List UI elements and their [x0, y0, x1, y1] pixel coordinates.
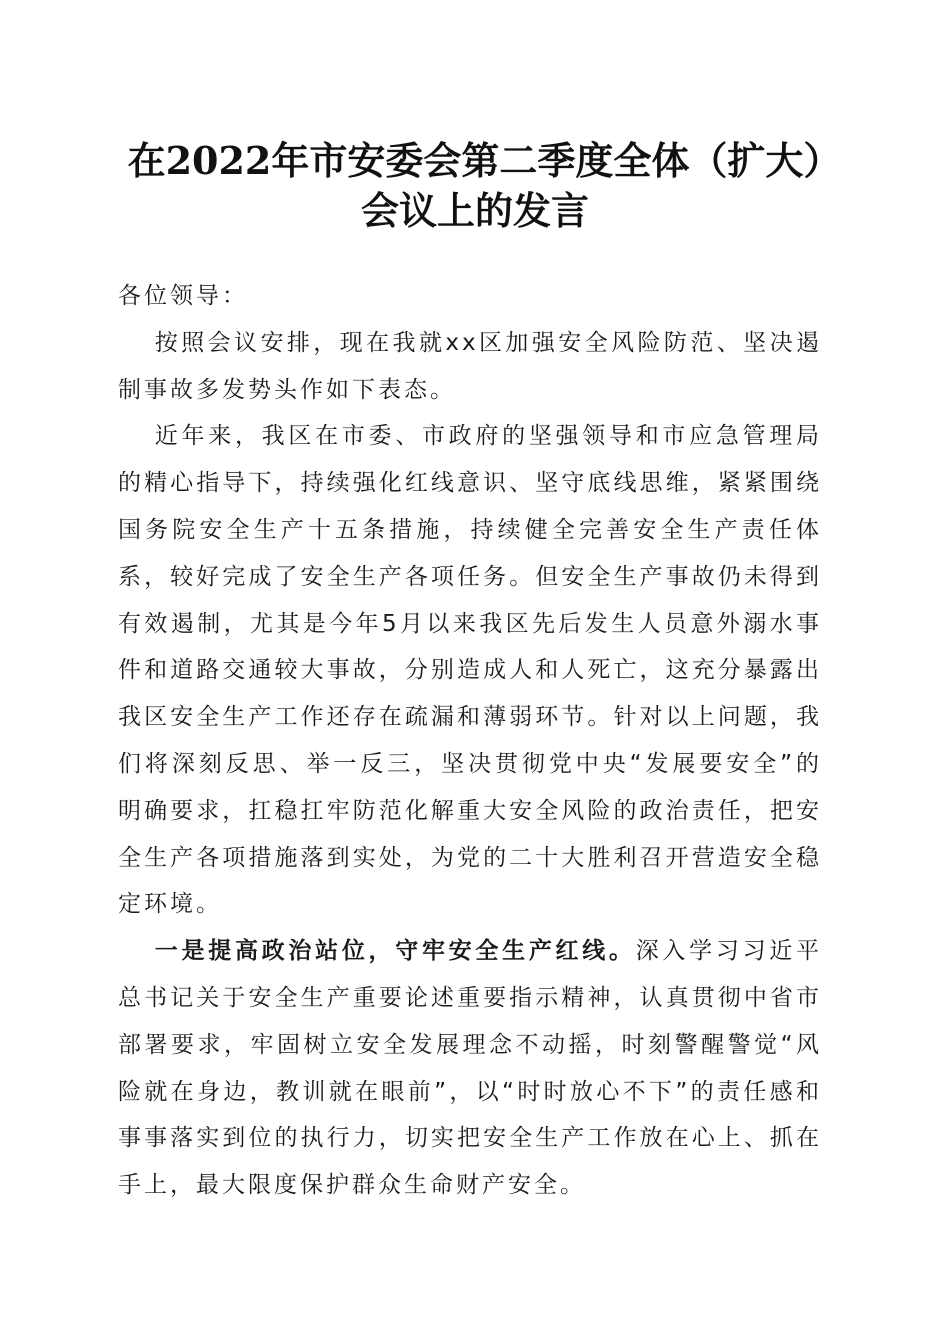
paragraph-intro [118, 320, 822, 414]
paragraph-measure-one [118, 928, 822, 1209]
paragraph-lead-heading: 一是提高政治站位，守牢安全生产红线。 [154, 938, 636, 965]
paragraph-text: 近年来，我区在市委、市政府的坚强领导和市应急管理局的精心指导下，持续强化红线意识、坚守底线思维，紧紧围绕国务院安全生产十五条措施，持续健全完善安全生产责任体系，较好完成了安全生产各项任务。但安全生产事故仍未得到有效遏制，尤其是今年5月以来我区先后发生人员意外溺水事件和道路交通较大事故，分别造成人和人死亡，这充分暴露出我区安全生产工作还存在疏漏和薄弱环节。针对以上问题，我们将深刻反思、举一反三，坚决贯彻党中央“发展要安全”的明确要求，扛稳扛牢防范化解重大安全风险的政治责任，把安全生产各项措施落到实处，为党的二十大胜利召开营造安全稳定环境。 [118, 423, 822, 918]
document-title: 在2022年市安委会第二季度全体（扩大）会议上的发言 [127, 138, 823, 233]
paragraph-background [118, 413, 822, 928]
paragraph-text: 按照会议安排，现在我就xx区加强安全风险防范、坚决遏制事故多发势头作如下表态。 [118, 329, 822, 403]
salutation: 各位领导： [118, 283, 248, 309]
document-body [118, 273, 822, 1209]
paragraph-text: 深入学习习近平总书记关于安全生产重要论述重要指示精神，认真贯彻中省市部署要求，牢固树立安全发展理念不动摇，时刻警醒警觉“风险就在身边，教训就在眼前”，以“时时放心不下”的责任感和事事落实到位的执行力，切实把安全生产工作放在心上、抓在手上，最大限度保护群众生命财产安全。 [118, 938, 823, 1199]
